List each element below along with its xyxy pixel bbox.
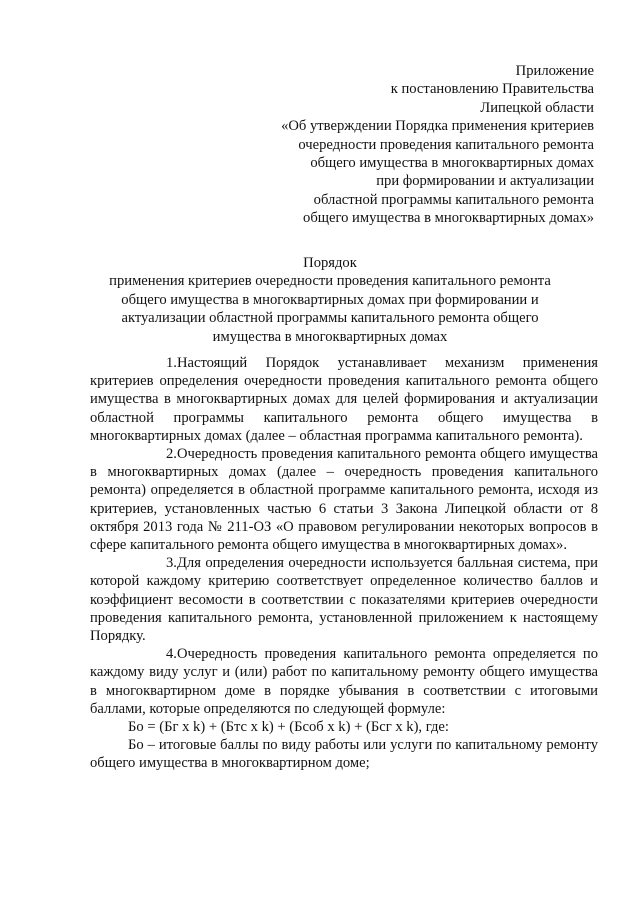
- document-body: [90, 354, 598, 773]
- title-line: применения критериев очередности проведения капитального ремонта: [109, 273, 551, 290]
- appendix-line: областной программы капитального ремонта: [313, 191, 594, 208]
- formula: Бо = (Бг х k) + (Бтс х k) + (Бсоб х k) + (Бсг х k), где:: [128, 719, 449, 736]
- paragraph-3: [90, 554, 598, 645]
- appendix-line: общего имущества в многоквартирных домах: [310, 155, 594, 172]
- paragraph-number: 1.: [166, 355, 177, 371]
- title-heading: Порядок: [303, 255, 357, 271]
- title-line: актуализации областной программы капитального ремонта общего: [121, 310, 539, 327]
- appendix-line: Липецкой области: [480, 99, 594, 116]
- appendix-line: общего имущества в многоквартирных домах»: [303, 210, 594, 227]
- paragraph-number: 4.: [166, 646, 177, 663]
- document-title: [60, 254, 600, 346]
- paragraph-text: Настоящий Порядок устанавливает механизм применения критериев определения очередности проведения капитального ремонта общего имущества в многоквартирных домах для целей формирования и актуализации областной программы капитального ремонта общего имущества в многоквартирных домах (далее – областная программа капитального ремонта).: [90, 355, 598, 444]
- appendix-line: «Об утверждении Порядка применения критериев: [281, 118, 594, 135]
- paragraph-number: 2.: [166, 446, 177, 463]
- paragraph-4: [90, 645, 598, 718]
- paragraph-1: [90, 354, 598, 445]
- appendix-line: к постановлению Правительства: [390, 81, 594, 98]
- appendix-line: Приложение: [515, 63, 594, 79]
- title-line: имущества в многоквартирных домах: [212, 328, 448, 345]
- paragraph-number: 3.: [166, 555, 177, 572]
- appendix-header: [214, 62, 594, 228]
- paragraph-text: Очередность проведения капитального ремонта общего имущества в многоквартирных домах (далее – очередность проведения капитального ремонта) определяется в областной программе капитального ремонта, исходя из критериев, установленных частью 6 статьи 3 Закона Липецкой области от 8 октября 2013 года № 211-ОЗ «О правовом регулировании некоторых вопросов в сфере капитального ремонта общего имущества в многоквартирных домах».: [90, 446, 598, 554]
- appendix-line: при формировании и актуализации: [376, 173, 594, 190]
- definition-bo: Бо – итоговые баллы по виду работы или услуги по капитальному ремонту общего имущества в многоквартирном доме;: [90, 737, 598, 772]
- appendix-line: очередности проведения капитального ремонта: [298, 136, 594, 153]
- paragraph-2: [90, 445, 598, 554]
- title-line: общего имущества в многоквартирных домах при формировании и: [121, 291, 539, 308]
- paragraph-text: Для определения очередности используется балльная система, при которой каждому критерию соответствует определенное количество баллов и коэффициент весомости в соответствии с показателями критериев очередности проведения капитального ремонта, установленной приложением к настоящему Порядку.: [90, 555, 598, 645]
- paragraph-text: Очередность проведения капитального ремонта определяется по каждому виду услуг и (или) работ по капитальному ремонту общего имущества в многоквартирном доме в порядке убывания в соответствии с итоговыми баллами, которые определяются по следующей формуле:: [90, 646, 598, 717]
